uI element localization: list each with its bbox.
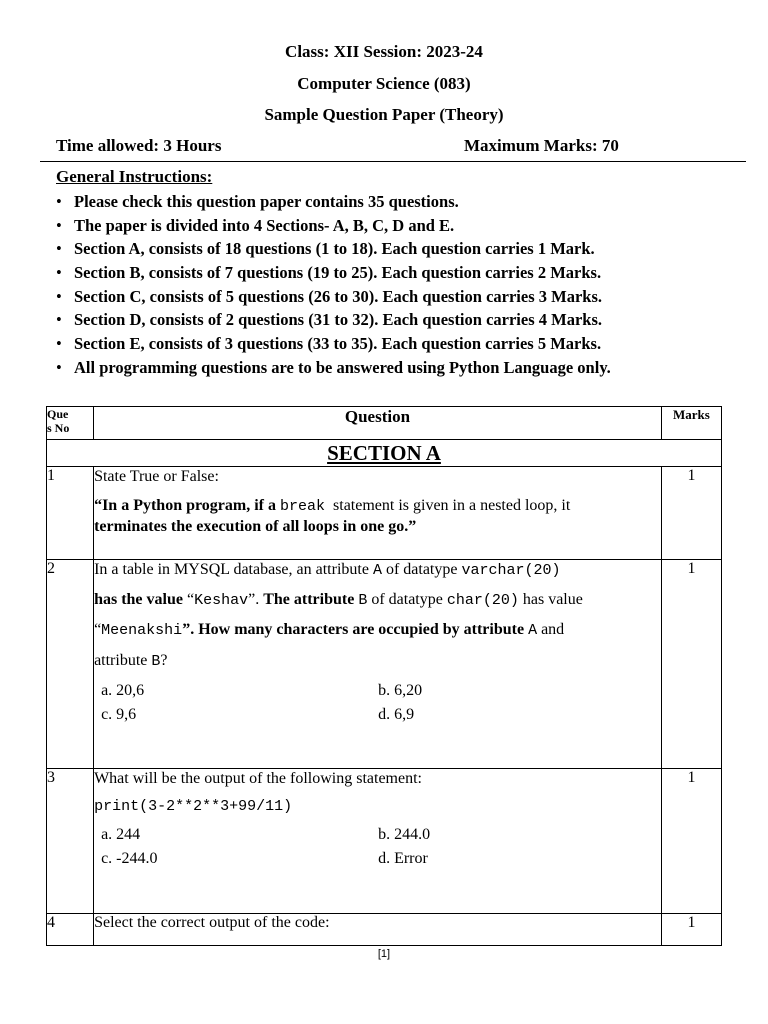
instructions-title: General Instructions: bbox=[56, 167, 213, 186]
option-c: c. -244.0 bbox=[101, 850, 158, 867]
header-question-number: Que s No bbox=[47, 407, 94, 440]
question-marks: 1 bbox=[661, 467, 721, 560]
instruction-item: • The paper is divided into 4 Sections- A, B, C, D and E. bbox=[56, 214, 611, 238]
question-number: 3 bbox=[47, 769, 94, 914]
header-question: Question bbox=[94, 407, 662, 440]
option-d: d. Error bbox=[378, 850, 428, 867]
question-marks: 1 bbox=[661, 914, 721, 946]
instructions-list bbox=[56, 190, 611, 380]
instruction-item: • Section E, consists of 3 questions (33 to 35). Each question carries 5 Marks. bbox=[56, 332, 611, 356]
option-b: b. 244.0 bbox=[378, 826, 431, 843]
instruction-item: • Please check this question paper contains 35 questions. bbox=[56, 190, 611, 214]
paper-title: Sample Question Paper (Theory) bbox=[264, 105, 504, 124]
instruction-item: • Section B, consists of 7 questions (19 to 25). Each question carries 2 Marks. bbox=[56, 261, 611, 285]
instruction-item: • All programming questions are to be answered using Python Language only. bbox=[56, 356, 611, 380]
table-row bbox=[47, 914, 722, 946]
table-row bbox=[47, 560, 722, 769]
maximum-marks: Maximum Marks: 70 bbox=[464, 136, 619, 155]
paper-class-session: Class: XII Session: 2023-24 bbox=[285, 42, 483, 61]
question-text: In a table in MYSQL database, an attribute A of datatype varchar(20) has the value “Keshav”. The attribute B of datatype char(20) has value “Meenakshi”. How many characters are occupied by attribute A and attribute B? a. 20,6 b. 6,20 c. 9,6 d. 6,9 bbox=[94, 560, 662, 769]
time-allowed: Time allowed: 3 Hours bbox=[56, 136, 222, 155]
option-a: a. 20,6 bbox=[101, 682, 145, 699]
code-snippet: print(3-2**2**3+99/11) bbox=[94, 798, 293, 815]
header-marks: Marks bbox=[661, 407, 721, 440]
answer-options bbox=[94, 679, 661, 727]
instruction-item: • Section A, consists of 18 questions (1 to 18). Each question carries 1 Mark. bbox=[56, 237, 611, 261]
page-number: [1] bbox=[377, 948, 391, 960]
instruction-item: • Section C, consists of 5 questions (26 to 30). Each question carries 3 Marks. bbox=[56, 285, 611, 309]
instruction-item: • Section D, consists of 2 questions (31 to 32). Each question carries 4 Marks. bbox=[56, 308, 611, 332]
question-text: State True or False: “In a Python program, if a break statement is given in a nested loop, it terminates the execution of all loops in one go.” bbox=[94, 467, 662, 560]
section-row bbox=[47, 440, 722, 467]
paper-subject: Computer Science (083) bbox=[297, 74, 471, 93]
question-number: 2 bbox=[47, 560, 94, 769]
section-title: SECTION A bbox=[47, 440, 722, 467]
table-header-row bbox=[47, 407, 722, 440]
question-number: 1 bbox=[47, 467, 94, 560]
question-table bbox=[46, 406, 722, 946]
table-row bbox=[47, 769, 722, 914]
option-c: c. 9,6 bbox=[101, 706, 137, 723]
header-divider bbox=[40, 161, 746, 162]
question-number: 4 bbox=[47, 914, 94, 946]
option-b: b. 6,20 bbox=[378, 682, 423, 699]
question-text: What will be the output of the following statement: print(3-2**2**3+99/11) a. 244 b. 244.0 c. -244.0 d. Error bbox=[94, 769, 662, 914]
question-marks: 1 bbox=[661, 560, 721, 769]
question-marks: 1 bbox=[661, 769, 721, 914]
option-d: d. 6,9 bbox=[378, 706, 415, 723]
table-row bbox=[47, 467, 722, 560]
option-a: a. 244 bbox=[101, 826, 141, 843]
question-text: Select the correct output of the code: bbox=[94, 914, 662, 946]
answer-options bbox=[94, 823, 661, 871]
